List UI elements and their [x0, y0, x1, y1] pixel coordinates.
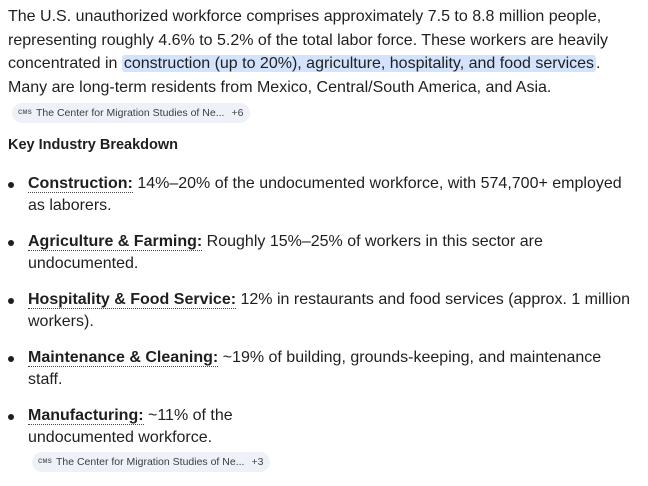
- intro-paragraph: [8, 5, 640, 123]
- source-citation-label: The Center for Migration Studies of Ne...: [35, 107, 225, 119]
- bullet-icon: [8, 240, 14, 246]
- source-citation-count: +6: [231, 107, 244, 119]
- highlighted-text[interactable]: construction (up to 20%), agriculture, hospitality, and food services: [123, 55, 595, 72]
- bullet-icon: [8, 356, 14, 362]
- list-item-text: 12% in restaurants and food services (approx. 1 million workers).: [28, 291, 631, 330]
- list-item: [8, 405, 640, 472]
- source-citation-label: The Center for Migration Studies of Ne...: [55, 456, 245, 468]
- source-logo-icon: CMS: [38, 459, 52, 465]
- source-citation-chip[interactable]: [32, 452, 270, 472]
- response-content: [8, 5, 640, 486]
- list-item: [8, 289, 640, 333]
- source-citation-chip[interactable]: [12, 103, 250, 123]
- list-item-text: ~19% of building, grounds-keeping, and maintenance staff.: [28, 349, 602, 388]
- list-item: [8, 173, 640, 217]
- bullet-icon: [8, 182, 14, 188]
- list-item-text: Roughly 15%–25% of workers in this sector are undocumented.: [28, 233, 543, 272]
- source-citation-count: +3: [251, 456, 264, 468]
- bullet-icon: [8, 414, 14, 420]
- term-construction[interactable]: Construction:: [28, 175, 133, 192]
- term-maintenance[interactable]: Maintenance & Cleaning:: [28, 349, 219, 366]
- list-item-text: 14%–20% of the undocumented workforce, with 574,700+ employed as laborers.: [28, 175, 622, 214]
- term-agriculture[interactable]: Agriculture & Farming:: [28, 233, 203, 250]
- section-heading: Key Industry Breakdown: [8, 137, 179, 153]
- intro-text-end: . Many are long-term residents from Mexico, Central/South America, and Asia.: [8, 55, 601, 96]
- industry-list: [8, 173, 640, 472]
- list-item: [8, 231, 640, 275]
- term-manufacturing[interactable]: Manufacturing:: [28, 407, 144, 424]
- list-item: [8, 347, 640, 391]
- intro-text-start: The U.S. unauthorized workforce comprises approximately 7.5 to 8.8 million people, representing roughly 4.6% to 5.2% of the total labor force. These workers are heavily concentrated in: [8, 8, 609, 72]
- term-hospitality[interactable]: Hospitality & Food Service:: [28, 291, 237, 308]
- bullet-icon: [8, 298, 14, 304]
- source-logo-icon: CMS: [18, 110, 32, 116]
- list-item-text: ~11% of the undocumented workforce.: [28, 407, 233, 446]
